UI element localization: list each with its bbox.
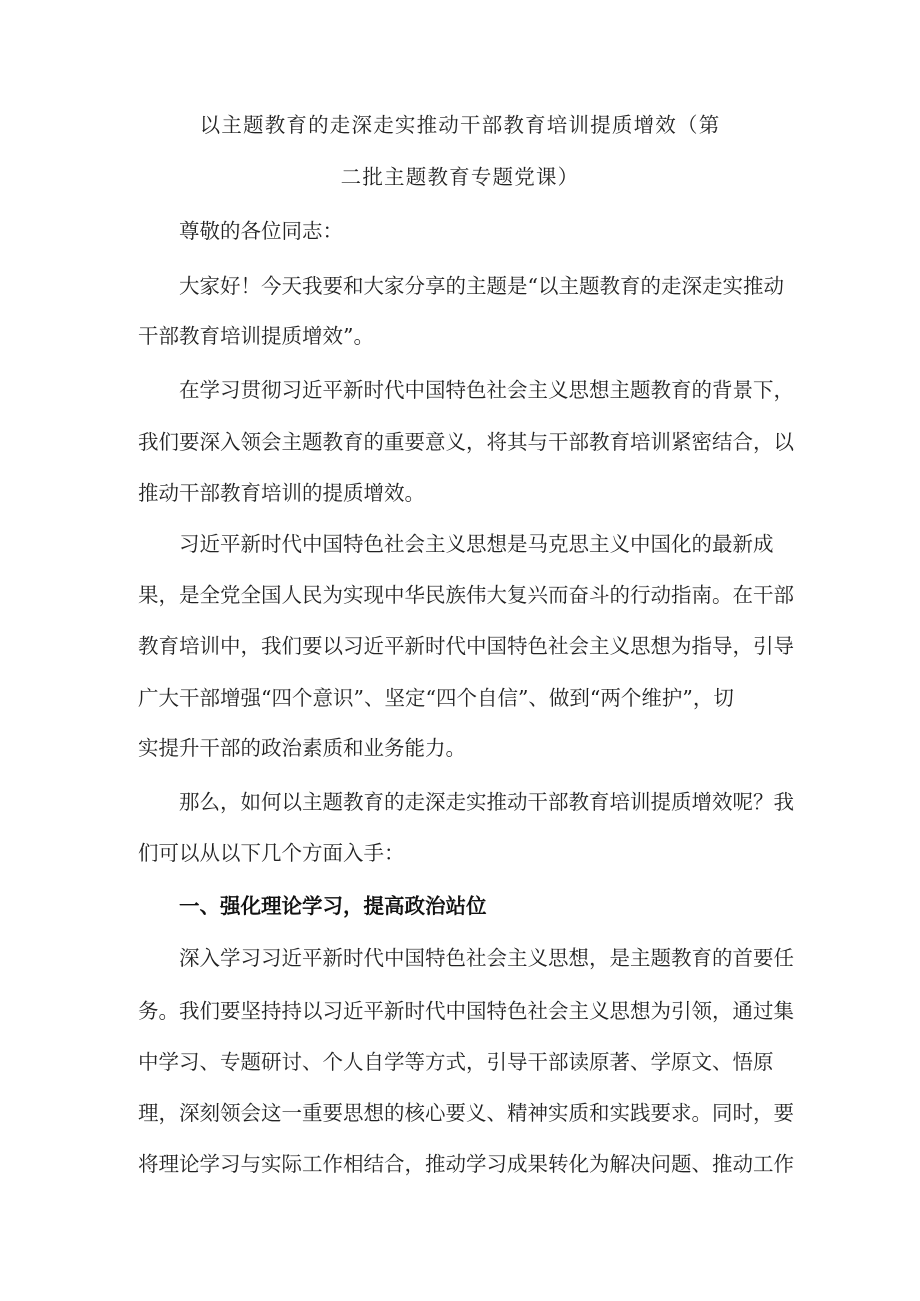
paragraph-1-line-2: 干部教育培训提质增效”。 bbox=[138, 324, 374, 348]
section-paragraph-line-2: 务。我们要坚持持以习近平新时代中国特色社会主义思想为引领，通过集 bbox=[138, 999, 794, 1023]
section-paragraph-line-1: 深入学习习近平新时代中国特色社会主义思想，是主题教育的首要任 bbox=[179, 946, 794, 970]
section-paragraph-line-5: 将理论学习与实际工作相结合，推动学习成果转化为解决问题、推动工作 bbox=[138, 1152, 794, 1176]
paragraph-3-line-5: 实提升干部的政治素质和业务能力。 bbox=[138, 736, 466, 760]
paragraph-3-line-4: 广大干部增强“四个意识”、坚定“四个自信”、做到“两个维护”，切 bbox=[138, 686, 734, 710]
paragraph-3-line-1: 习近平新时代中国特色社会主义思想是马克思主义中国化的最新成 bbox=[179, 532, 774, 556]
paragraph-2-line-1: 在学习贯彻习近平新时代中国特色社会主义思想主题教育的背景下， bbox=[179, 378, 794, 402]
document-title-line-2: 二批主题教育专题党课） bbox=[340, 165, 580, 189]
paragraph-1-line-1: 大家好！今天我要和大家分享的主题是“以主题教育的走深走实推动 bbox=[179, 274, 784, 298]
document-title-line-1: 以主题教育的走深走实推动干部教育培训提质增效（第 bbox=[199, 113, 721, 137]
section-heading: 一、强化理论学习，提高政治站位 bbox=[179, 894, 487, 918]
section-paragraph-line-3: 中学习、专题研讨、个人自学等方式，引导干部读原著、学原文、悟原 bbox=[138, 1050, 774, 1074]
paragraph-4-line-2: 们可以从以下几个方面入手： bbox=[138, 841, 405, 865]
paragraph-3-line-3: 教育培训中，我们要以习近平新时代中国特色社会主义思想为指导，引导 bbox=[138, 634, 794, 658]
section-paragraph-line-4: 理，深刻领会这一重要思想的核心要义、精神实质和实践要求。同时，要 bbox=[138, 1101, 794, 1125]
paragraph-2-line-3: 推动干部教育培训的提质增效。 bbox=[138, 481, 425, 505]
paragraph-4-line-1: 那么，如何以主题教育的走深走实推动干部教育培训提质增效呢？我 bbox=[179, 790, 794, 814]
paragraph-2-line-2: 我们要深入领会主题教育的重要意义，将其与干部教育培训紧密结合，以 bbox=[138, 430, 794, 454]
paragraph-3-line-2: 果，是全党全国人民为实现中华民族伟大复兴而奋斗的行动指南。在干部 bbox=[138, 583, 794, 607]
salutation: 尊敬的各位同志： bbox=[179, 219, 343, 243]
